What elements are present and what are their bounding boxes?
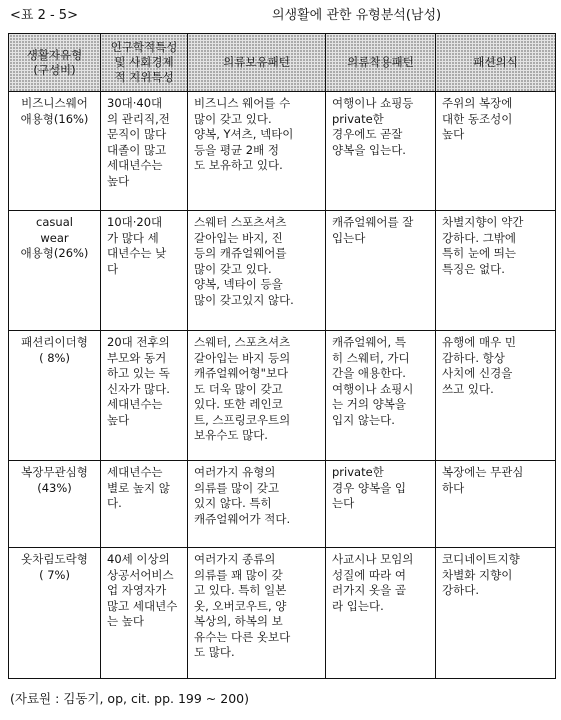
table-row xyxy=(9,461,556,548)
fashion-cell: 복장에는 무관심 하다 xyxy=(436,461,556,548)
table-title: 의생활에 관한 유형분석(남성) xyxy=(272,8,442,23)
demographic-cell: 10대·20대 가 많다 세 대년수는 낮 다 xyxy=(101,211,188,331)
table-row xyxy=(9,331,556,461)
fashion-cell: 코디네이트지향 차별화 지향이 강하다. xyxy=(436,548,556,679)
demographic-cell: 30대·40대 의 관리직,전 문직이 많다 대졸이 많고 세대년수는 높다 xyxy=(101,92,188,211)
lifestyle-type-cell: 비즈니스웨어 애용형(16%) xyxy=(9,92,101,211)
header-demographic: 인구학적특성 및 사회경제 적 지위특성 xyxy=(101,34,188,92)
source-citation: (자료원 : 김동기, op, cit. pp. 199 ~ 200) xyxy=(10,691,249,706)
fashion-cell: 주위의 복장에 대한 동조성이 높다 xyxy=(436,92,556,211)
lifestyle-type-cell: casual wear 애용형(26%) xyxy=(9,211,101,331)
caption-row xyxy=(10,6,555,26)
table-row xyxy=(9,211,556,331)
table-row xyxy=(9,92,556,211)
table-label: <표 2 - 5> xyxy=(10,8,78,23)
typology-table xyxy=(8,33,556,679)
demographic-cell: 세대년수는 별로 높지 않 다. xyxy=(101,461,188,548)
wearing-cell: private한 경우 양복을 입 는다 xyxy=(326,461,436,548)
ownership-cell: 여러가지 유형의 의류를 많이 갖고 있지 않다. 특히 캐쥬얼웨어가 적다. xyxy=(188,461,326,548)
lifestyle-type-cell: 옷차림도락형 ( 7%) xyxy=(9,548,101,679)
demographic-cell: 40세 이상의 상공서어비스 업 자영자가 많고 세대년수 는 높다 xyxy=(101,548,188,679)
ownership-cell: 스웨터 스포츠셔츠 갈아입는 바지, 진 등의 캐쥬얼웨어를 많이 갖고 있다. 양복, 넥타이 등을 많이 갖고있지 않다. xyxy=(188,211,326,331)
ownership-cell: 스웨터, 스포츠셔츠 갈아입는 바지 등의 캐쥬얼웨어형"보다 도 더욱 많이 갖고 있다. 또한 레인코 트, 스프링코우트의 보유수도 많다. xyxy=(188,331,326,461)
ownership-cell: 여러가지 종류의 의류를 꽤 많이 갖 고 있다. 특히 일본 옷, 오버코우트, 양 복상의, 하복의 보 유수는 다른 옷보다 도 많다. xyxy=(188,548,326,679)
header-lifestyle-type: 생활자유형 (구성비) xyxy=(9,34,101,92)
wearing-cell: 여행이나 쇼핑등 private한 경우에도 곧잘 양복을 입는다. xyxy=(326,92,436,211)
wearing-cell: 사교시나 모임의 성질에 따라 여 러가지 옷을 골 라 입는다. xyxy=(326,548,436,679)
wearing-cell: 캐쥬얼웨어, 특 히 스웨터, 가디 간을 애용한다. 여행이나 쇼핑시 는 거의 양복을 입지 않는다. xyxy=(326,331,436,461)
table-row xyxy=(9,548,556,679)
header-row xyxy=(9,34,556,92)
header-wearing: 의류착용패턴 xyxy=(326,34,436,92)
wearing-cell: 캐쥬얼웨어를 잘 입는다 xyxy=(326,211,436,331)
lifestyle-type-cell: 복장무관심형 (43%) xyxy=(9,461,101,548)
header-ownership: 의류보유패턴 xyxy=(188,34,326,92)
ownership-cell: 비즈니스 웨어를 수 많이 갖고 있다. 양복, Y셔츠, 넥타이 등을 평균 2배 정 도 보유하고 있다. xyxy=(188,92,326,211)
fashion-cell: 유행에 매우 민 감하다. 항상 사치에 신경을 쓰고 있다. xyxy=(436,331,556,461)
lifestyle-type-cell: 패션리이더형 ( 8%) xyxy=(9,331,101,461)
demographic-cell: 20대 전후의 부모와 동거 하고 있는 독 신자가 많다. 세대년수는 높다 xyxy=(101,331,188,461)
fashion-cell: 차별지향이 약간 강하다. 그밖에 특히 눈에 띄는 특징은 없다. xyxy=(436,211,556,331)
header-fashion: 패션의식 xyxy=(436,34,556,92)
